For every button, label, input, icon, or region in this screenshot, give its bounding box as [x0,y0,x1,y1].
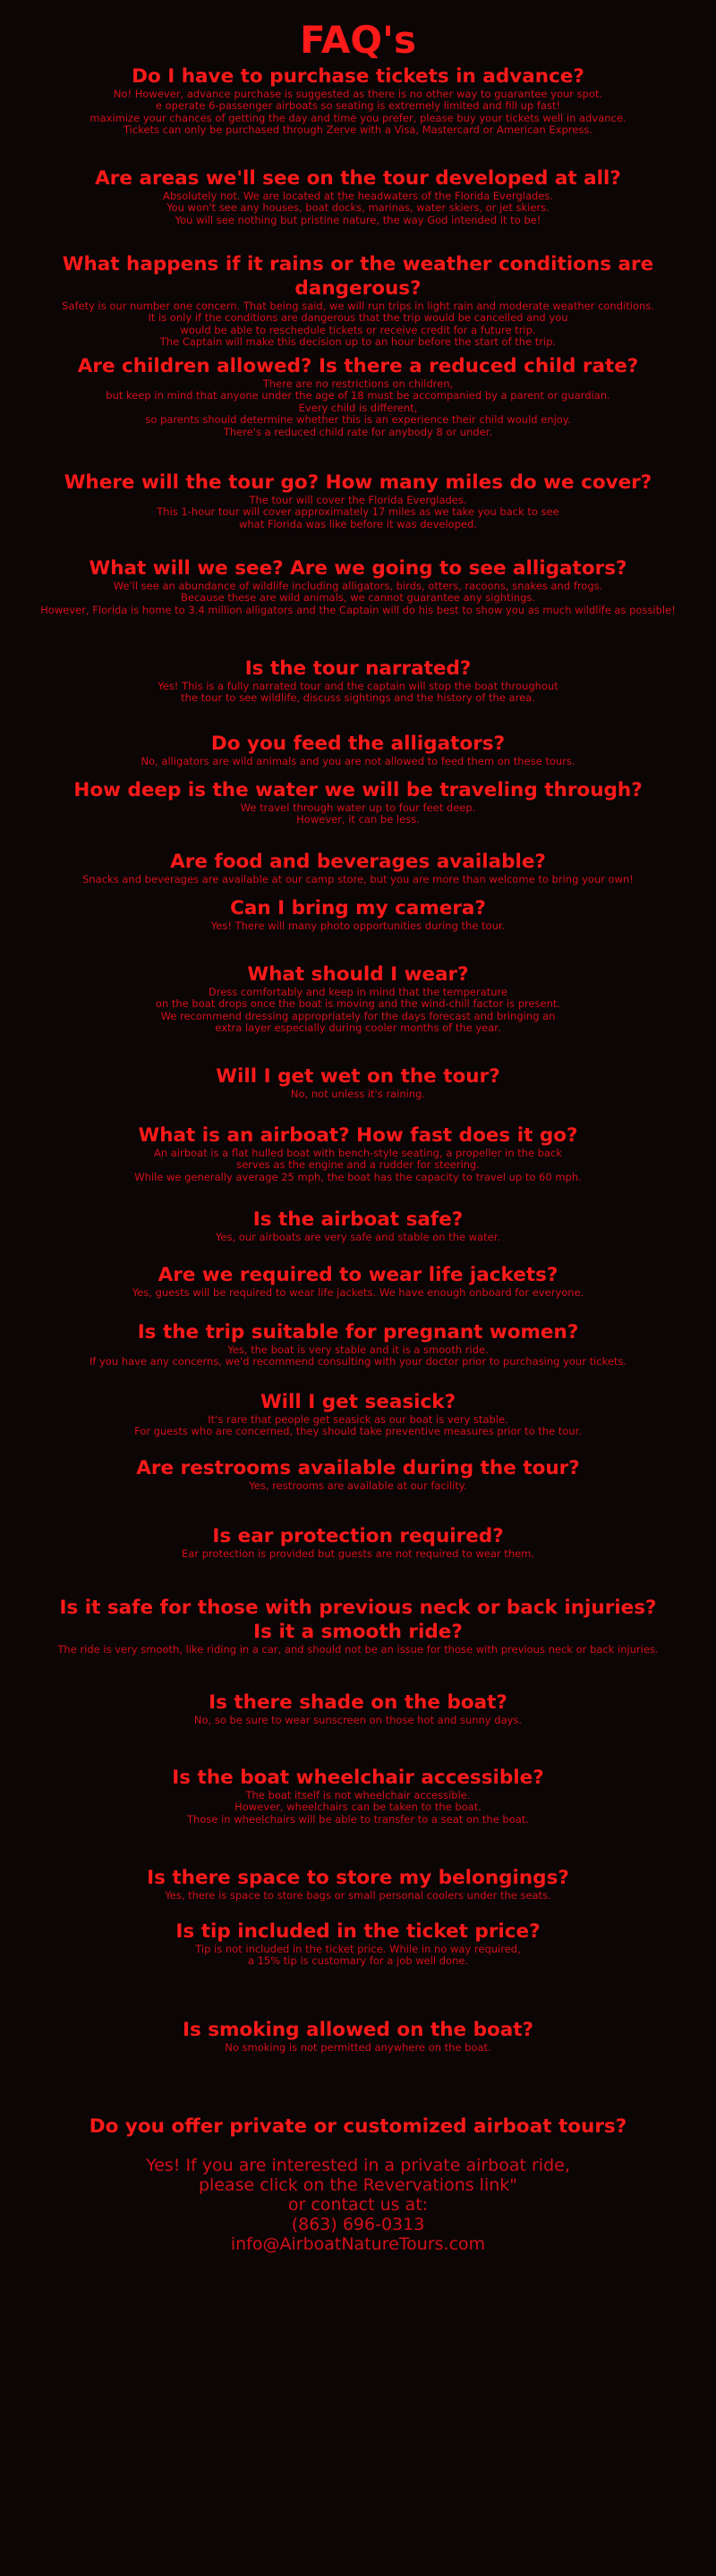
faq-answer-line: The Captain will make this decision up to an hour before the start of the trip. [159,335,557,349]
faq-question: Is there space to store my belongings? [147,1867,569,1889]
faq-item [0,252,716,349]
faq-answer-line: No, alligators are wild animals and you are not allowed to feed them on these tours. [141,755,575,767]
faq-answer-line: Tickets can only be purchased through Zerve with a Visa, Mastercard or American Express. [124,123,592,137]
faq-answer-line: However, Florida is home to 3.4 million alligators and the Captain will do his best to show you as much wildlife as possible! [40,603,676,616]
faq-item [0,962,716,1035]
faq-question: What should I wear? [247,963,469,986]
faq-question: Where will the tour go? How many miles do we cover? [64,471,652,494]
faq-question: Is ear protection required? [212,1525,504,1547]
faq-item [0,1320,716,1368]
faq-question: Are restrooms available during the tour? [136,1457,580,1479]
faq-question: What will we see? Are we going to see alligators? [89,557,627,580]
faq-answer-line: serves as the engine and a rudder for steering. [236,1158,480,1172]
faq-item [0,166,716,226]
faq-item [0,1456,716,1492]
faq-answer-line: No, not unless it's raining. [290,1088,426,1100]
faq-item [0,1208,716,1243]
faq-answer-line: Yes, the boat is very stable and it is a smooth ride. [227,1343,489,1356]
faq-answer-line: maximize your chances of getting the day and time you prefer, please buy your tickets well in advance. [90,111,626,124]
faq-item [0,1524,716,1560]
faq-question: Do you offer private or customized airboat tours? [89,2115,627,2138]
faq-item [0,778,716,826]
faq-question: Are children allowed? Is there a reduced child rate? [77,355,639,377]
faq-answer-line: on the boat drops once the boat is moving and the wind-chill factor is present. [155,997,561,1011]
faq-question: Are areas we'll see on the tour developed at all? [95,167,621,190]
faq-question: Do you feed the alligators? [210,733,506,755]
faq-answer-line: While we generally average 25 mph, the boat has the capacity to travel up to 60 mph. [134,1170,582,1183]
faq-item [0,2018,716,2054]
faq-answer-line: Those in wheelchairs will be able to transfer to a seat on the boat. [187,1812,529,1826]
faq-answer-line: However, it can be less. [296,813,420,826]
faq-answer-line: We travel through water up to four feet deep. [240,801,476,814]
faq-question: Will I get wet on the tour? [216,1065,500,1088]
faq-item [0,1390,716,1438]
faq-item [0,470,716,530]
faq-answer-line: Safety is our number one concern. That being said, we will run trips in light rain and moderate weather conditions. [62,300,654,312]
faq-question: Are food and beverages available? [170,851,546,873]
faq-question: Is it a smooth ride? [253,1621,463,1643]
contact-line: Yes! If you are interested in a private airboat ride, [146,2156,570,2175]
contact-line: please click on the Revervations link" [198,2175,518,2195]
faq-question: Is the airboat safe? [252,1208,464,1231]
faq-item [0,1866,716,1902]
faq-question: What happens if it rains or the weather conditions are dangerous? [62,253,654,300]
faq-item [0,354,716,438]
faq-answer-line: Snacks and beverages are available at our camp store, but you are more than welcome to bring your own! [82,873,634,886]
faq-answer-line: Because these are wild animals, we cannot guarantee any sightings. [180,591,536,605]
faq-answer-line: There are no restrictions on children, [262,377,454,390]
faq-item [0,1596,716,1656]
faq-answer-line: would be able to reschedule tickets or receive credit for a future trip. [180,323,536,336]
faq-answer-line: Dress comfortably and keep in mind that the temperature [208,986,508,998]
faq-answer-line: Every child is different, [298,401,418,414]
faq-answer-line: It's rare that people get seasick as our boat is very stable. [208,1413,508,1426]
faq-answer-line: No smoking is not permitted anywhere on the boat. [225,2041,491,2054]
faq-answer-line: e operate 6-passenger airboats so seating is extremely limited and fill up fast! [155,99,561,113]
faq-answer-line: No, so be sure to wear sunscreen on those hot and sunny days. [193,1714,523,1726]
faq-item [0,64,716,137]
faq-answer-line: However, wheelchairs can be taken to the boat. [234,1801,482,1814]
faq-answer-line: Absolutely not. We are located at the headwaters of the Florida Everglades. [162,190,554,202]
faq-answer-line: It is only if the conditions are dangerous that the trip would be cancelled and you [148,311,568,325]
faq-answer-line: The tour will cover the Florida Everglades. [249,494,467,506]
faq-item [0,1263,716,1299]
faq-item [0,1919,716,1968]
faq-answer-line: If you have any concerns, we'd recommend consulting with your doctor prior to purchasing your tickets. [89,1355,627,1368]
faq-item [0,896,716,932]
faq-answer-line: but keep in mind that anyone under the age of 18 must be accompanied by a parent or guardian. [106,389,610,402]
faq-item [0,732,716,767]
contact-line: or contact us at: [287,2195,429,2215]
faq-question: Is smoking allowed on the boat? [182,2019,534,2041]
faq-answer-line: The ride is very smooth, like riding in a car, and should not be an issue for those with previous neck or back injuries. [57,1643,659,1656]
faq-question: Is tip included in the ticket price? [175,1920,541,1943]
faq-answer-line: An airboat is a flat hulled boat with bench-style seating, a propeller in the back [153,1147,563,1159]
faq-answer-line: what Florida was like before it was developed. [238,517,478,530]
faq-answer-line: No! However, advance purchase is suggested as there is no other way to guarantee your spot. [113,88,603,100]
faq-item [0,1064,716,1100]
faq-item [0,2114,716,2139]
faq-answer-line: the tour to see wildlife, discuss sightings and the history of the area. [181,691,535,705]
faq-answer-line: Yes, there is space to store bags or small personal coolers under the seats. [165,1889,551,1902]
faq-question: What is an airboat? How fast does it go? [138,1124,578,1147]
faq-question: How deep is the water we will be traveling through? [73,779,643,801]
contact-email[interactable]: info@AirboatNatureTours.com [230,2234,486,2254]
faq-answer-line: so parents should determine whether this is an experience their child would enjoy. [145,413,571,427]
faq-item [0,1123,716,1183]
faq-question: Is it safe for those with previous neck or back injuries? [59,1597,657,1619]
faq-answer-line: We recommend dressing appropriately for the days forecast and bringing an [160,1009,556,1022]
faq-answer-line: Ear protection is provided but guests are not required to wear them. [181,1547,535,1560]
faq-answer-line: We'll see an abundance of wildlife including alligators, birds, otters, racoons, snakes and frogs. [113,580,603,592]
faq-answer-line: Yes! This is a fully narrated tour and the captain will stop the boat throughout [158,680,558,692]
faq-answer-line: The boat itself is not wheelchair accessible. [245,1789,471,1801]
faq-item [0,657,716,705]
faq-answer-line: Tip is not included in the ticket price. While in no way required, [195,1943,521,1955]
faq-question: Is there shade on the boat? [209,1691,507,1714]
faq-answer-line: a 15% tip is customary for a job well done. [247,1954,469,1968]
faq-question: Do I have to purchase tickets in advance? [132,65,584,88]
faq-answer-line: extra layer especially during cooler months of the year. [215,1021,501,1035]
private-tour-contact [0,2156,716,2254]
faq-question: Is the trip suitable for pregnant women? [137,1321,579,1343]
faq-answer-line: For guests who are concerned, they should take preventive measures prior to the tour. [134,1425,582,1438]
faq-answer-line: You will see nothing but pristine nature, the way God intended it to be! [175,213,541,226]
faq-item [0,556,716,616]
faq-question: Is the tour narrated? [244,657,472,680]
contact-phone[interactable]: (863) 696-0313 [291,2215,425,2234]
faq-answer-line: You won't see any houses, boat docks, marinas, water skiers, or jet skiers. [166,201,550,215]
faq-answer-line: This 1-hour tour will cover approximately 17 miles as we take you back to see [157,505,559,519]
faq-question: Are we required to wear life jackets? [158,1264,558,1286]
faq-answer-line: Yes! There will many photo opportunities during the tour. [210,919,506,932]
faq-question: Is the boat wheelchair accessible? [172,1767,544,1789]
faq-answer-line: Yes, our airboats are very safe and stable on the water. [215,1231,501,1243]
faq-answer-line: Yes, restrooms are available at our facility. [249,1479,467,1492]
faq-answer-line: Yes, guests will be required to wear life jackets. We have enough onboard for everyone. [132,1286,584,1299]
faq-question: Can I bring my camera? [230,897,486,919]
faq-item [0,1766,716,1826]
page-title: FAQ's [300,18,416,62]
faq-answer-line: There's a reduced child rate for anybody 8 or under. [223,425,493,438]
faq-item [0,1690,716,1726]
faq-item [0,850,716,886]
faq-question: Will I get seasick? [260,1391,456,1413]
